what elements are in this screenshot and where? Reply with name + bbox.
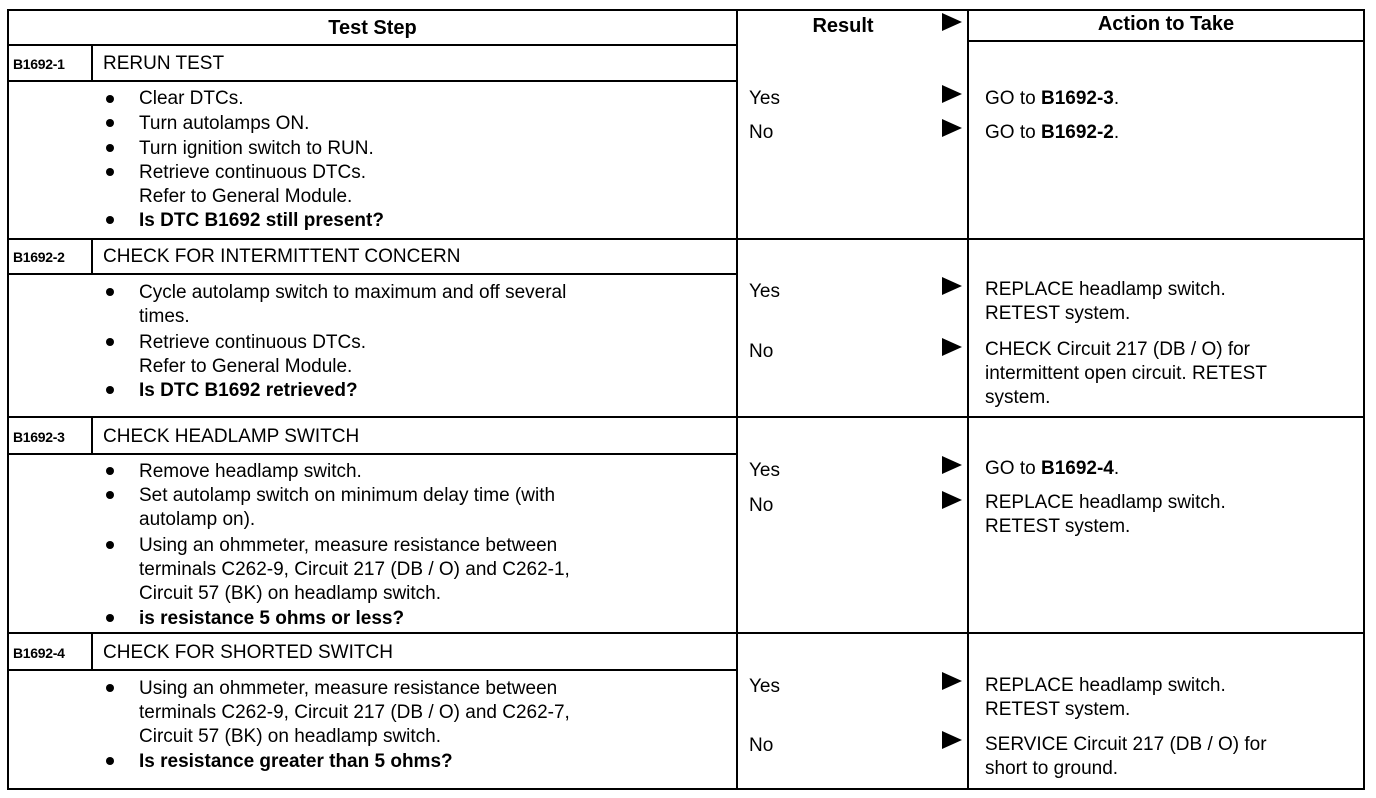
result-yes: Yes <box>749 88 780 109</box>
arrow-icon <box>942 456 962 474</box>
step-instruction: Set autolamp switch on minimum delay time (with autolamp on). <box>139 485 556 530</box>
step-title: CHECK FOR INTERMITTENT CONCERN <box>103 246 461 267</box>
table-border-left <box>7 9 9 790</box>
table-border-bottom <box>7 788 1365 790</box>
step-instruction: Retrieve continuous DTCs. Refer to General Module. <box>139 162 367 207</box>
arrow-icon <box>942 85 962 103</box>
row-separator <box>7 238 1365 240</box>
result-no: No <box>749 495 774 516</box>
row-separator <box>7 416 1365 418</box>
result-no: No <box>749 735 774 756</box>
step-instruction: Cycle autolamp switch to maximum and off several times. <box>139 282 567 327</box>
column-divider-result <box>736 9 738 790</box>
code-box-divider <box>91 633 93 671</box>
bullet-icon <box>106 338 114 346</box>
step-question: Is resistance greater than 5 ohms? <box>139 751 453 772</box>
step-instruction: Using an ohmmeter, measure resistance between terminals C262-9, Circuit 217 (DB / O) and C262-7, Circuit 57 (BK) on headlamp switch. <box>139 678 570 747</box>
header-result: Result <box>812 15 874 37</box>
result-no: No <box>749 122 774 143</box>
header-arrow-icon <box>942 13 962 31</box>
step-code: B1692-1 <box>13 56 65 72</box>
result-yes: Yes <box>749 676 780 697</box>
step-question: is resistance 5 ohms or less? <box>139 608 405 629</box>
step-title: RERUN TEST <box>103 53 225 74</box>
arrow-icon <box>942 491 962 509</box>
header-test-step: Test Step <box>328 17 417 39</box>
step-instruction: Retrieve continuous DTCs. Refer to General Module. <box>139 332 367 377</box>
table-border-top <box>7 9 1365 11</box>
step-code: B1692-3 <box>13 429 65 445</box>
bullet-icon <box>106 144 114 152</box>
title-underline <box>92 453 736 455</box>
action-text: SERVICE Circuit 217 (DB / O) for short to ground. <box>985 734 1267 779</box>
result-yes: Yes <box>749 281 780 302</box>
arrow-icon <box>942 672 962 690</box>
column-divider-action <box>967 9 969 790</box>
bullet-icon <box>106 614 114 622</box>
step-instruction: Clear DTCs. <box>139 88 244 109</box>
table-border-right <box>1363 9 1365 790</box>
code-box-bottom <box>7 669 93 671</box>
row-separator <box>7 632 1365 634</box>
bullet-icon <box>106 541 114 549</box>
arrow-icon <box>942 338 962 356</box>
action-text: REPLACE headlamp switch. RETEST system. <box>985 279 1226 324</box>
bullet-icon <box>106 467 114 475</box>
step-question: Is DTC B1692 still present? <box>139 210 384 231</box>
bullet-icon <box>106 95 114 103</box>
code-box-divider <box>91 417 93 455</box>
code-box-bottom <box>7 453 93 455</box>
bullet-icon <box>106 168 114 176</box>
bullet-icon <box>106 288 114 296</box>
action-text: GO to B1692-3. <box>985 88 1120 109</box>
arrow-icon <box>942 277 962 295</box>
step-title: CHECK FOR SHORTED SWITCH <box>103 642 393 663</box>
step-code: B1692-4 <box>13 645 65 661</box>
result-no: No <box>749 341 774 362</box>
title-underline <box>92 669 736 671</box>
bullet-icon <box>106 216 114 224</box>
bullet-icon <box>106 757 114 765</box>
code-box-bottom <box>7 80 93 82</box>
code-box-bottom <box>7 273 93 275</box>
bullet-icon <box>106 386 114 394</box>
arrow-icon <box>942 119 962 137</box>
arrow-icon <box>942 731 962 749</box>
title-underline <box>92 273 736 275</box>
header-action: Action to Take <box>1097 13 1235 35</box>
step-instruction: Turn ignition switch to RUN. <box>139 138 374 159</box>
step-instruction: Remove headlamp switch. <box>139 461 362 482</box>
code-box-divider <box>91 45 93 82</box>
action-text: REPLACE headlamp switch. RETEST system. <box>985 492 1226 537</box>
code-box-divider <box>91 239 93 275</box>
step-instruction: Turn autolamps ON. <box>139 113 310 134</box>
step-question: Is DTC B1692 retrieved? <box>139 380 358 401</box>
action-text: GO to B1692-2. <box>985 122 1120 143</box>
bullet-icon <box>106 491 114 499</box>
header-divider-action <box>968 40 1365 42</box>
action-text: REPLACE headlamp switch. RETEST system. <box>985 675 1226 720</box>
result-yes: Yes <box>749 460 780 481</box>
action-text: GO to B1692-4. <box>985 458 1120 479</box>
action-text: CHECK Circuit 217 (DB / O) for intermittent open circuit. RETEST system. <box>985 339 1267 408</box>
bullet-icon <box>106 684 114 692</box>
bullet-icon <box>106 119 114 127</box>
step-code: B1692-2 <box>13 249 65 265</box>
step-instruction: Using an ohmmeter, measure resistance between terminals C262-9, Circuit 217 (DB / O) and C262-1, Circuit 57 (BK) on headlamp switch. <box>139 535 570 604</box>
title-underline <box>92 80 736 82</box>
step-title: CHECK HEADLAMP SWITCH <box>103 426 360 447</box>
header-divider <box>7 44 737 46</box>
